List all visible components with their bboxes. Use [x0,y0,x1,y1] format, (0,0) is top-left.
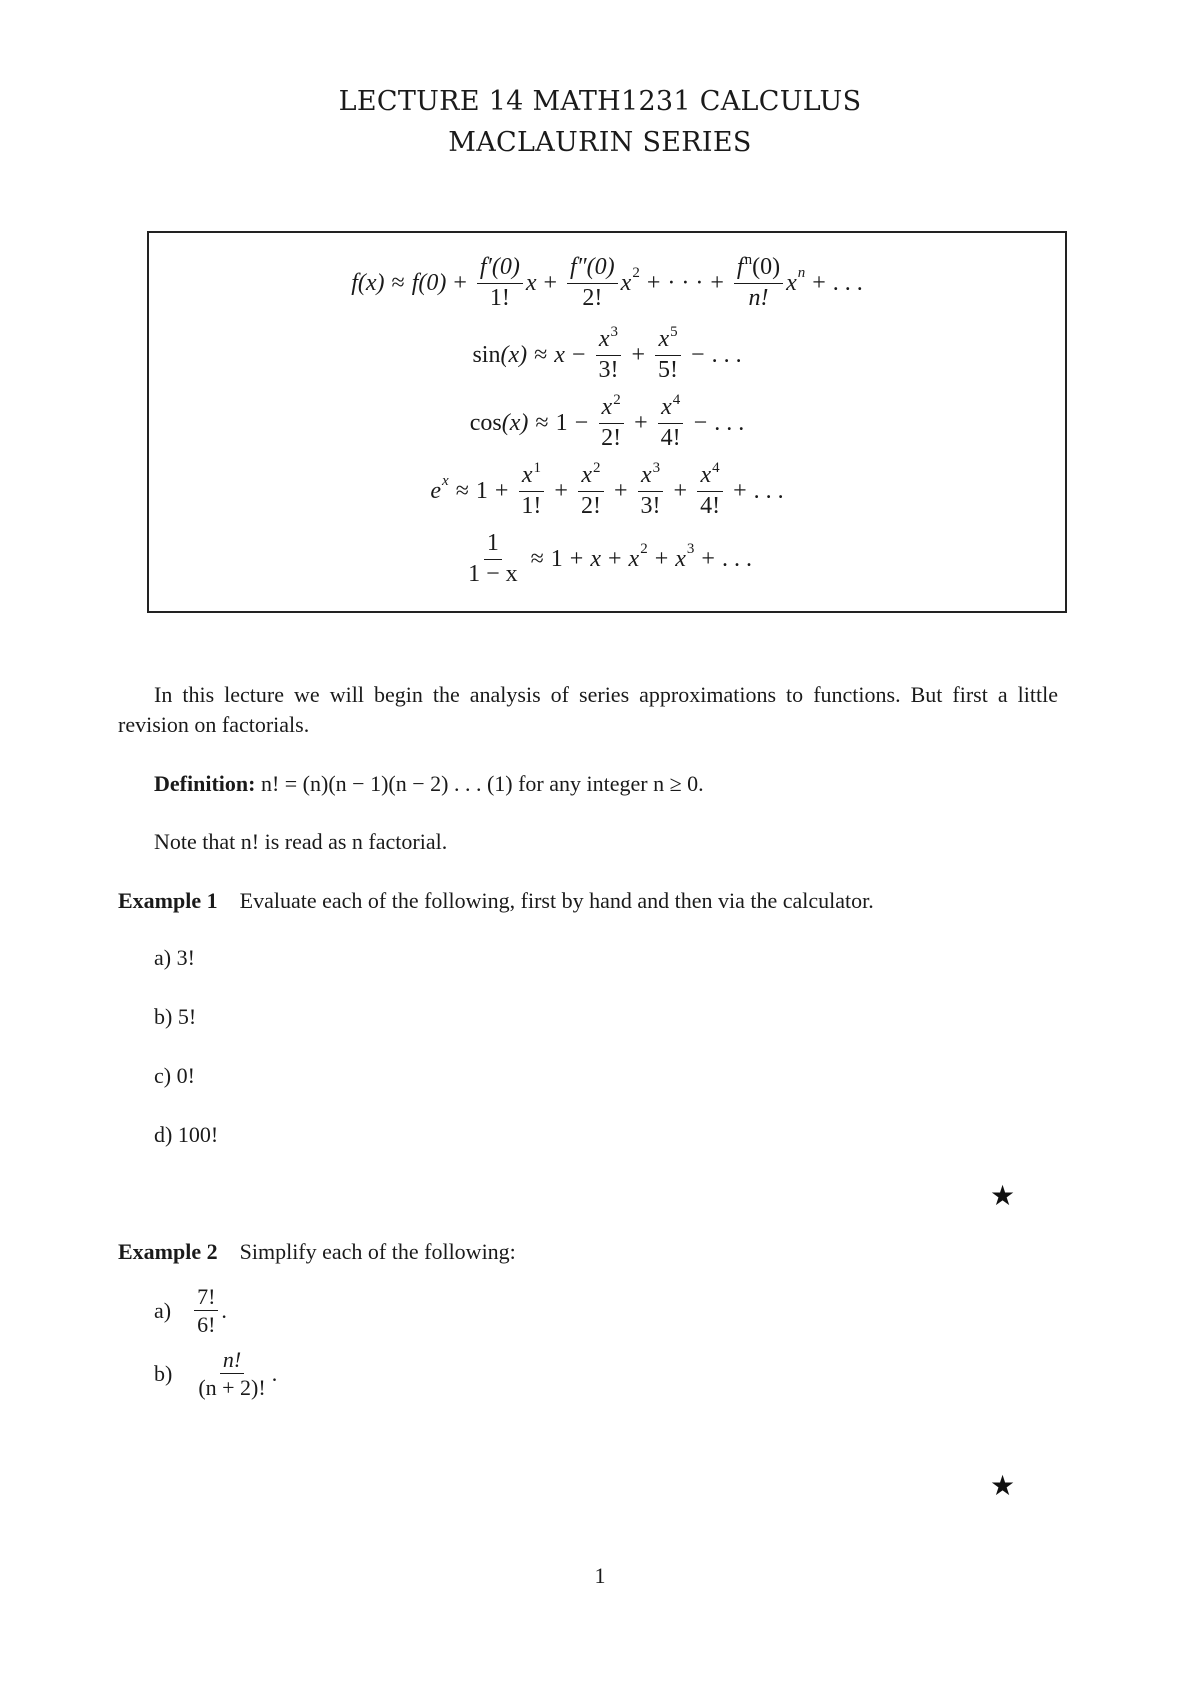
exponent: 2 [613,392,621,409]
formula-general [149,253,1065,313]
function-argument: (x) [500,341,528,368]
exponent: 3 [610,324,619,341]
general-f0: f(0) [411,269,447,296]
formula-cos [149,393,1065,453]
exp-term2-fraction [578,460,604,519]
approx-symbol: ≈ [455,477,469,504]
list-item [154,1348,277,1399]
constant: 1 [555,409,568,436]
plus-symbol: + [543,269,558,296]
exponent: 2 [640,540,648,557]
star-icon: ★ [990,1471,1016,1502]
exponent: 3 [652,460,661,477]
variable: x [640,462,652,489]
ellipsis: . . . [711,341,742,368]
general-termn-fraction [734,252,783,311]
example-2-text: Simplify each of the following: [239,1239,516,1264]
fraction-denominator: 1 − x [468,560,518,587]
plus-symbol: + [453,269,467,296]
variable: x [590,545,601,572]
minus-symbol: − [574,409,589,436]
dots: · · · [667,269,704,296]
fraction-numerator [697,460,722,491]
formula-geometric [149,529,1065,589]
constant: 1 [550,545,563,572]
fraction-denominator: 2! [582,284,603,311]
general-term1-fraction [477,255,523,310]
intro-paragraph: In this lecture we will begin the analysis of series approximations to functions. But first a little revision on factorials. [118,682,1058,737]
geometric-fraction [465,531,521,586]
variable: x [601,394,613,421]
page-number: 1 [594,1563,606,1588]
plus-symbol: + [654,545,669,572]
variable: x [700,462,712,489]
plus-symbol: + [631,341,646,368]
example-1 [118,886,874,916]
function-argument: (0) [752,254,781,281]
exponent: n [797,264,806,281]
fraction-denominator: 1! [489,284,510,311]
fraction-denominator: (n + 2)! [198,1375,266,1401]
exp-term3-fraction [638,460,664,519]
fraction-denominator: 4! [700,492,721,519]
plus-symbol: + [733,477,747,504]
list-item: d) 100! [154,1122,219,1147]
sin-term2-fraction [655,324,681,383]
fraction-denominator: 4! [660,424,681,451]
approx-symbol: ≈ [530,545,544,572]
exponent: n [744,252,753,269]
item-punct: . [271,1360,278,1386]
function-argument: (x) [501,409,529,436]
plus-symbol: + [710,269,724,296]
fraction-numerator [734,252,783,283]
cos-term1-fraction [598,392,624,451]
exp-term4-fraction [697,460,723,519]
exponent: 5 [670,324,678,341]
exponent: x [442,472,449,489]
plus-symbol: + [569,545,584,572]
approx-symbol: ≈ [391,269,405,296]
fraction-denominator: 2! [601,424,622,451]
ellipsis: . . . [753,477,784,504]
formula-box [147,231,1067,613]
formula-exp [149,461,1065,521]
ellipsis: . . . [714,409,745,436]
fraction-numerator [596,324,621,355]
lecture-title: LECTURE 14 MATH1231 CALCULUS [338,86,862,117]
variable: x [661,394,672,421]
item-fraction [194,1285,218,1336]
variable: x [620,269,632,296]
variable: x [581,462,593,489]
lecture-subtitle: MACLAURIN SERIES [448,127,752,158]
function-name: sin [472,341,501,368]
item-fraction [195,1348,268,1399]
definition-label: Definition: [154,771,256,796]
fraction-denominator: n! [748,284,769,311]
item-label: a) [154,1297,172,1323]
variable: x [675,545,686,572]
general-term2-fraction [567,255,618,310]
fraction-numerator [519,460,544,491]
exponent: 2 [632,264,640,281]
definition-text: n! = (n)(n − 1)(n − 2) . . . (1) for any integer n ≥ 0. [260,771,704,796]
sin-term1-fraction [595,324,621,383]
approx-symbol: ≈ [534,341,548,368]
general-lhs: f(x) [351,269,385,296]
example-1-label: Example 1 [118,888,218,913]
fraction-numerator: f′(0) [477,255,523,283]
variable: x [786,269,797,296]
list-item [154,1285,227,1336]
definition [154,769,704,799]
variable: x [554,341,565,368]
fraction-denominator: 3! [598,356,619,383]
fraction-numerator [638,460,663,491]
fraction-numerator [599,392,624,423]
exponent: 4 [672,392,681,409]
ellipsis: . . . [832,269,863,296]
approx-symbol: ≈ [535,409,549,436]
note: Note that n! is read as n factorial. [154,829,448,854]
fraction-numerator: f″(0) [567,255,618,283]
star-icon: ★ [990,1181,1016,1212]
exponent: 3 [686,540,695,557]
variable: x [598,326,610,353]
fraction-numerator [658,392,683,423]
example-2 [118,1237,516,1267]
variable: x [521,462,533,489]
fraction-denominator: 5! [658,356,679,383]
formula-sin [149,325,1065,385]
fraction-denominator: 6! [197,1312,216,1338]
list-item: c) 0! [154,1063,195,1088]
function-name: f [736,254,744,281]
exponent: 4 [712,460,720,477]
plus-symbol: + [646,269,661,296]
fraction-denominator: 3! [640,492,661,519]
constant: 1 [475,477,488,504]
item-punct: . [221,1297,227,1323]
base-e: e [430,477,442,504]
minus-symbol: − [571,341,586,368]
item-label: b) [154,1360,173,1386]
list-item: b) 5! [154,1004,197,1029]
ellipsis: . . . [721,545,752,572]
plus-symbol: + [673,477,688,504]
plus-symbol: + [812,269,826,296]
fraction-numerator: 7! [194,1285,218,1311]
plus-symbol: + [554,477,568,504]
plus-symbol: + [634,409,648,436]
list-item: a) 3! [154,945,195,970]
exponent: 2 [593,460,601,477]
variable: x [658,326,670,353]
fraction-denominator: 1! [521,492,542,519]
minus-symbol: − [693,409,708,436]
fraction-numerator: n! [220,1348,244,1374]
fraction-numerator: 1 [484,531,502,559]
minus-symbol: − [691,341,705,368]
fraction-numerator [655,324,680,355]
example-2-label: Example 2 [118,1239,218,1264]
exp-term1-fraction [518,460,544,519]
fraction-denominator: 2! [580,492,601,519]
plus-symbol: + [494,477,509,504]
fraction-numerator [578,460,603,491]
example-1-text: Evaluate each of the following, first by hand and then via the calculator. [239,888,874,913]
cos-term2-fraction [658,392,684,451]
plus-symbol: + [701,545,715,572]
exponent: 1 [533,460,541,477]
plus-symbol: + [613,477,628,504]
function-name: cos [469,409,502,436]
variable: x [628,545,640,572]
plus-symbol: + [607,545,622,572]
variable: x [525,269,537,296]
